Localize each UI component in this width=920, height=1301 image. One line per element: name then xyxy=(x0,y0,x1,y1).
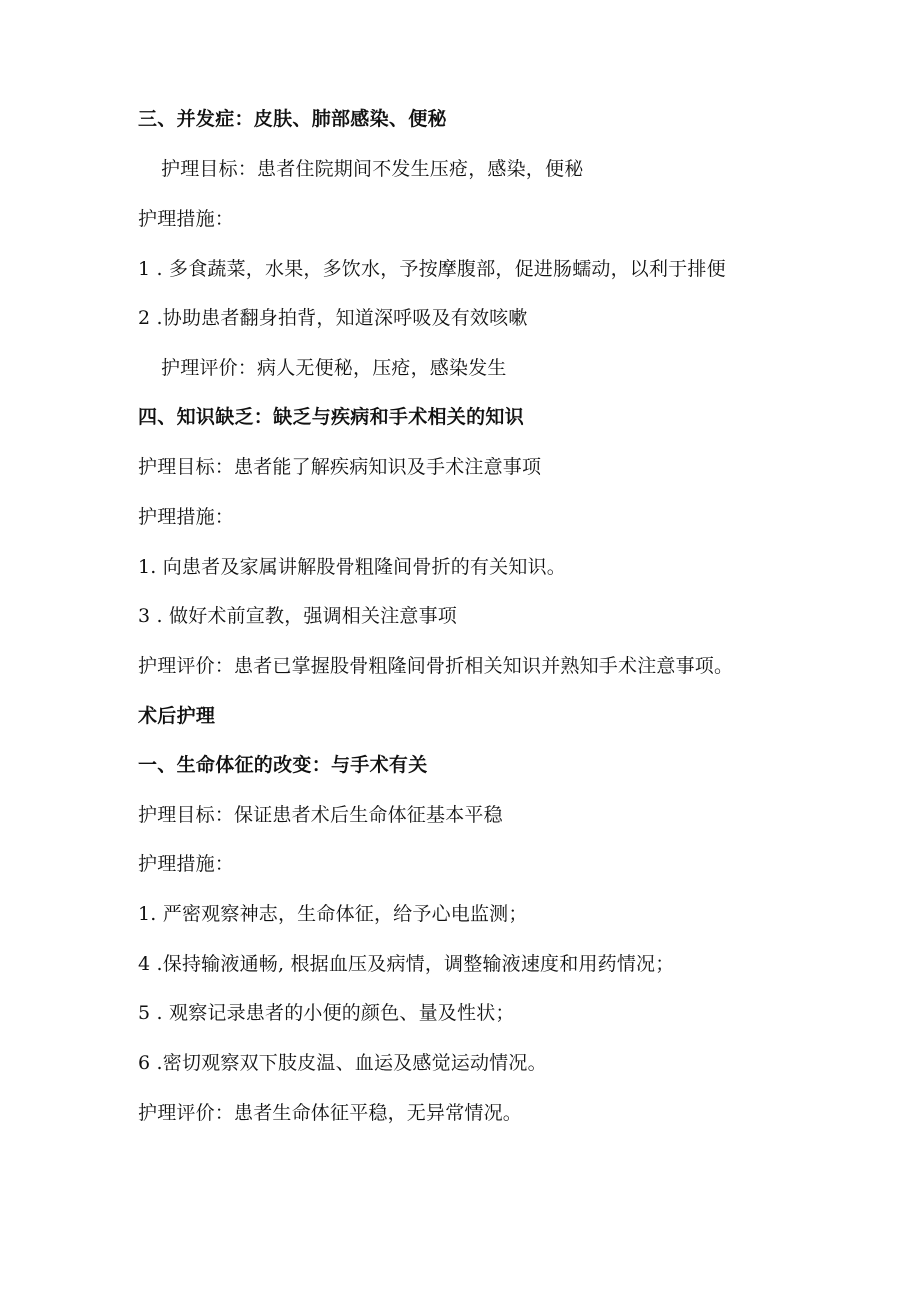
measure-item: 3 . 做好术前宣教，强调相关注意事项 xyxy=(138,605,458,627)
nursing-evaluation-complications: 护理评价：病人无便秘，压疮，感染发生 xyxy=(161,357,507,379)
heading-vital-signs: 一、生命体征的改变：与手术有关 xyxy=(138,754,428,776)
measure-item: 4 .保持输液通畅, 根据血压及病情，调整输液速度和用药情况； xyxy=(138,953,675,975)
nursing-measures-label: 护理措施： xyxy=(138,506,235,528)
measure-item: 1 . 多食蔬菜，水果，多饮水，予按摩腹部，促进肠蠕动，以利于排便 xyxy=(138,258,726,280)
measure-item: 1. 向患者及家属讲解股骨粗隆间骨折的有关知识。 xyxy=(138,556,566,578)
measure-item: 6 .密切观察双下肢皮温、血运及感觉运动情况。 xyxy=(138,1052,547,1074)
nursing-evaluation-vital-signs: 护理评价：患者生命体征平稳，无异常情况。 xyxy=(138,1102,523,1124)
nursing-goal-knowledge: 护理目标：患者能了解疾病知识及手术注意事项 xyxy=(138,456,542,478)
heading-postoperative-care: 术后护理 xyxy=(138,705,216,727)
nursing-goal-complications: 护理目标：患者住院期间不发生压疮，感染，便秘 xyxy=(161,158,584,180)
measure-item: 1. 严密观察神志，生命体征，给予心电监测； xyxy=(138,903,528,925)
measure-item: 2 .协助患者翻身拍背，知道深呼吸及有效咳嗽 xyxy=(138,307,528,329)
nursing-measures-label: 护理措施： xyxy=(138,208,235,230)
heading-complications: 三、并发症：皮肤、肺部感染、便秘 xyxy=(138,108,447,130)
measure-item: 5 . 观察记录患者的小便的颜色、量及性状； xyxy=(138,1002,515,1024)
heading-knowledge-deficit: 四、知识缺乏：缺乏与疾病和手术相关的知识 xyxy=(138,406,525,428)
nursing-goal-vital-signs: 护理目标：保证患者术后生命体征基本平稳 xyxy=(138,804,503,826)
nursing-measures-label: 护理措施： xyxy=(138,853,235,875)
nursing-evaluation-knowledge: 护理评价：患者已掌握股骨粗隆间骨折相关知识并熟知手术注意事项。 xyxy=(138,655,734,677)
